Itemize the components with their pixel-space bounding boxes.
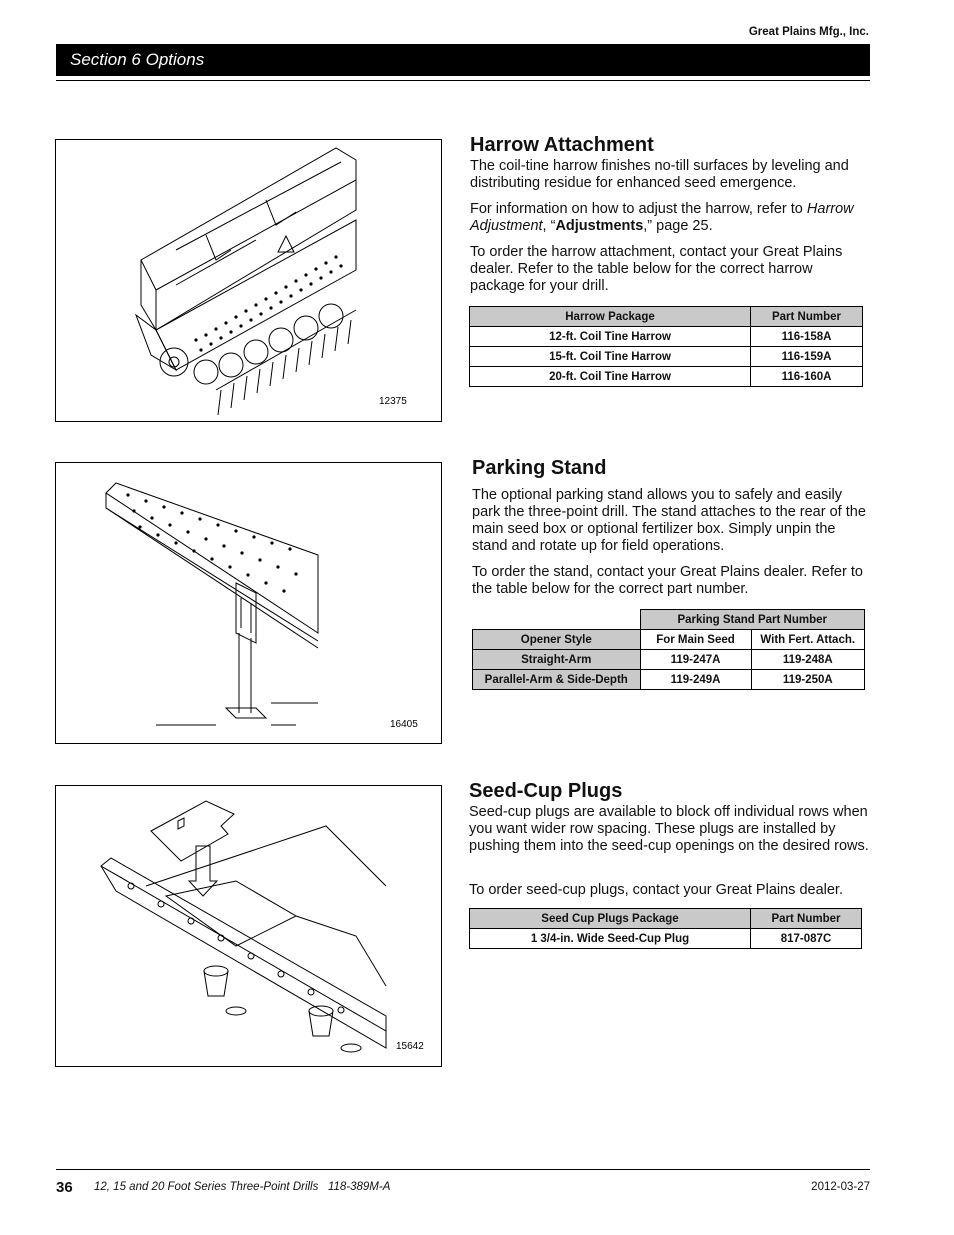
figure-number: 15642 xyxy=(396,1041,424,1052)
seed-cup-plug-illustration xyxy=(56,786,440,1065)
table-header-cell: For Main Seed xyxy=(640,630,751,650)
table-header-cell: Opener Style xyxy=(473,630,641,650)
footer-rule xyxy=(56,1169,870,1170)
harrow-paragraph-3: To order the harrow attachment, contact your Great Plains dealer. Refer to the table below for the correct harrow package for your drill. xyxy=(470,244,843,294)
harrow-drill-illustration xyxy=(56,140,440,420)
figure-number: 16405 xyxy=(390,719,418,730)
table-group-header: Parking Stand Part Number xyxy=(640,610,865,630)
header-rule xyxy=(56,80,870,81)
parking-stand-figure xyxy=(55,462,442,744)
table-row xyxy=(470,347,863,367)
table-header-row xyxy=(473,630,865,650)
parking-title: Parking Stand xyxy=(472,457,607,479)
table-cell: 116-160A xyxy=(751,367,863,387)
seed-cup-plug-figure xyxy=(55,785,442,1067)
figure-number: 12375 xyxy=(379,396,407,407)
table-cell: Parallel-Arm & Side-Depth xyxy=(473,670,641,690)
table-cell: 15-ft. Coil Tine Harrow xyxy=(470,347,751,367)
table-row xyxy=(473,650,865,670)
parking-stand-illustration xyxy=(56,463,440,742)
table-cell: 1 3/4-in. Wide Seed-Cup Plug xyxy=(470,929,751,949)
parking-paragraph-2: To order the stand, contact your Great Plains dealer. Refer to the table below for the correct part number. xyxy=(472,564,863,597)
section-title: Section 6 Options xyxy=(70,50,205,69)
table-group-header-row xyxy=(473,610,865,630)
table-header-cell: Harrow Package xyxy=(470,307,751,327)
table-cell: 116-158A xyxy=(751,327,863,347)
table-cell: 20-ft. Coil Tine Harrow xyxy=(470,367,751,387)
table-header-cell: With Fert. Attach. xyxy=(751,630,865,650)
section-header-bar xyxy=(56,44,870,76)
page-number: 36 xyxy=(56,1179,73,1196)
table-row xyxy=(470,929,862,949)
company-name: Great Plains Mfg., Inc. xyxy=(748,26,869,38)
table-cell: 119-247A xyxy=(640,650,751,670)
table-header-row xyxy=(470,909,862,929)
plugs-paragraph-2: To order seed-cup plugs, contact your Great Plains dealer. xyxy=(469,882,843,898)
cross-reference-link[interactable]: Harrow Adjustment xyxy=(470,201,854,234)
table-header-cell: Seed Cup Plugs Package xyxy=(470,909,751,929)
harrow-table xyxy=(469,306,863,387)
table-cell: 119-250A xyxy=(751,670,865,690)
table-row xyxy=(473,670,865,690)
document-date: 2012-03-27 xyxy=(811,1181,870,1193)
table-header-row xyxy=(470,307,863,327)
parking-table xyxy=(472,609,865,690)
table-cell: 119-249A xyxy=(640,670,751,690)
harrow-figure xyxy=(55,139,442,422)
table-cell: 116-159A xyxy=(751,347,863,367)
table-cell: 12-ft. Coil Tine Harrow xyxy=(470,327,751,347)
cross-reference-bold[interactable]: Adjustments xyxy=(555,218,644,234)
harrow-paragraph-1: The coil-tine harrow finishes no-till surfaces by leveling and distributing residue for enhanced seed emergence. xyxy=(470,158,849,191)
table-row xyxy=(470,327,863,347)
table-row xyxy=(470,367,863,387)
table-cell: 119-248A xyxy=(751,650,865,670)
document-title: 12, 15 and 20 Foot Series Three-Point Drills 118-389M-A xyxy=(94,1181,391,1193)
plugs-title: Seed-Cup Plugs xyxy=(469,780,623,802)
harrow-paragraph-2: For information on how to adjust the harrow, refer to Harrow Adjustment, “Adjustments,” page 25. xyxy=(470,201,854,234)
table-empty-cell xyxy=(473,610,641,630)
plugs-table xyxy=(469,908,862,949)
table-header-cell: Part Number xyxy=(751,307,863,327)
table-cell: Straight-Arm xyxy=(473,650,641,670)
parking-paragraph-1: The optional parking stand allows you to safely and easily park the three-point drill. The stand attaches to the rear of the main seed box or optional fertilizer box. Simply unpin the stand and rotate up for field operations. xyxy=(472,487,866,554)
plugs-paragraph-1: Seed-cup plugs are available to block off individual rows when you want wider row spacing. These plugs are installed by pushing them into the seed-cup openings on the desired rows. xyxy=(469,804,869,854)
table-cell: 817-087C xyxy=(751,929,862,949)
harrow-title: Harrow Attachment xyxy=(470,134,654,156)
table-header-cell: Part Number xyxy=(751,909,862,929)
